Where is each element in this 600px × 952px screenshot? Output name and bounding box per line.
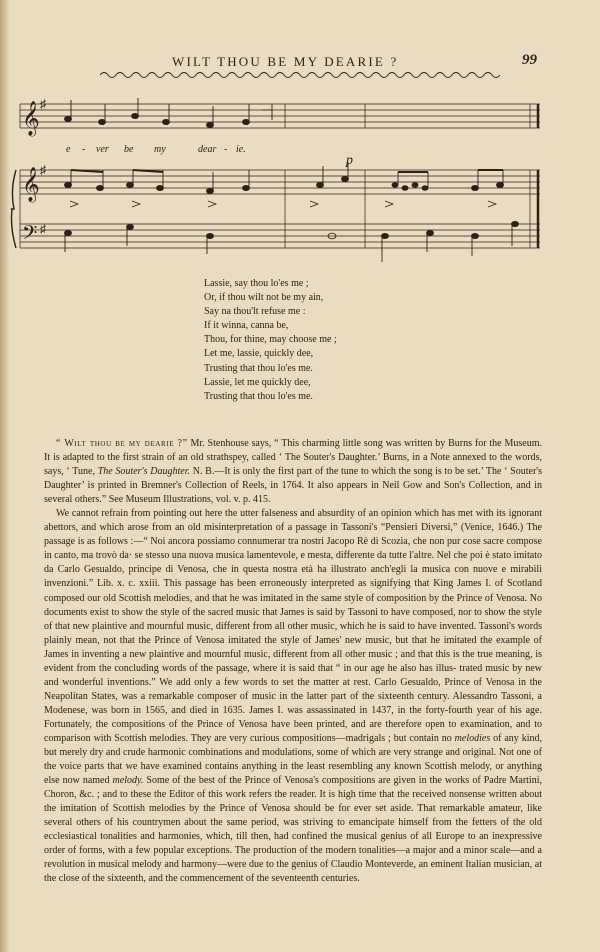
commentary-text-run: We cannot refrain from pointing out here the utter falseness and absurdity of an opinion which has met with its ignorant abettors, and which arose from an old misinterpretation of a passage in Tassoni's “Pensieri Diversi,” (Venice, 1646.) The passage is as follows :—“ Noi ancora possiamo connumerar tra nostri Jacopo Rè di Scozia, che non pur cose sacre compose in canto, ma trovò da· se stesso una nuova musica lamentevole, e mesta, differente da tutte l'altre. Nel che poi è stato imitato da Carlo Gesualdo, principe di Venosa, che in questa nostra età ha illustrato anch'egli la musica con nuove e mirabili invenzioni.” Lib. x. c. xxiii. This passage has been erroneously interpreted as signifying that King James I. of Scotland composed our old Scottish melodies, and that he was imitated in the same style of composition by the Prince of Venosa. No documents exist to show the style of the sacred music that James is said by Tassoni to have composed, nor to show the style of that new plaintive and mournful music, different from all other music, which he is said to have invented. Tassoni's words plainly mean, not that the Prince of Venosa imitated the style of James' new music, but that he imitated the example of James in inventing a new plaintive and mournful music, different from all other music ; and that this is the true meaning, is evident from the concluding words of the passage, where it is said that “ in our age he also has illus- trated music by new and wonderful inventions.” We add only a few words to set the matter at rest. Carlo Gesualdo, Prince of Venosa in the Neapolitan States, was a remarkable composer of music in the latter part of the sixteenth century. Alessandro Tassoni, a Modenese, was born in 1565, and died in 1635. James I. was assassinated in 1437, in the forty-fourth year of his age. Fortunately, the compositions of the Prince of Venosa have been printed, and are therefore open to examination, and to comparison with Scottish melodies. They are very curious compositions—madrigals ; but contain no	[44, 508, 542, 744]
poem-line: Thou, for thine, may choose me ;	[204, 334, 337, 346]
lyric-syllable: dear	[198, 144, 217, 155]
lyric-syllable: be	[124, 144, 134, 155]
emphasis-italic: melodies	[454, 732, 491, 744]
poem-line: If it winna, canna be,	[204, 320, 289, 332]
binding-shadow	[0, 0, 10, 952]
svg-text:𝄞: 𝄞	[22, 167, 40, 202]
poem-line: Let me, lassie, quickly dee,	[204, 348, 314, 360]
commentary-paragraph-2	[44, 507, 542, 886]
poem-line: Trusting that thou lo'es me.	[204, 390, 313, 402]
commentary-text	[44, 437, 542, 887]
lyric-syllable: -	[224, 144, 228, 155]
tune-title-italic: The Souter's Daughter.	[97, 466, 191, 478]
lyric-syllable: ver	[96, 144, 109, 155]
poem-line: Say na thou'lt refuse me :	[204, 306, 306, 318]
lyric-syllable: e	[66, 144, 71, 155]
commentary-text-run: of any kind, but merely dry and crude harmonic combinations and modulations, some of which are very strange and original. Not one of the voice parts that we have examined contains anything in the least resembling any known Scottish melody, or anything else now named	[44, 732, 543, 787]
poem-line: Lassie, let me quickly dee,	[204, 376, 311, 388]
commentary-paragraph-1	[44, 437, 542, 507]
poem-verse	[204, 277, 337, 404]
dynamic-mark: p	[346, 153, 353, 168]
svg-text:𝄞: 𝄞	[22, 101, 40, 136]
svg-text:𝄢: 𝄢	[22, 221, 38, 249]
lyric-syllable: my	[154, 144, 166, 155]
poem-line: Trusting that thou lo'es me.	[204, 362, 313, 374]
lyric-syllable: -	[82, 144, 86, 155]
lyric-syllable: ie.	[236, 144, 246, 155]
svg-text:♯: ♯	[40, 222, 46, 236]
running-title: WILT THOU BE MY DEARIE ?	[172, 54, 399, 69]
svg-text:♯: ♯	[40, 163, 46, 177]
music-score	[10, 86, 550, 276]
commentary-text-run: Mr. Stenhouse says, “ This charming little song was written by Burns for the Museum. It is adapted to the first strain of an old strathspey, called ‘ The Souter's Daughter.’ Burns, in a Note annexed to the words, says, ‘ Tune,	[44, 438, 542, 478]
svg-text:♯: ♯	[40, 97, 46, 111]
song-title-reference: “ Wilt thou be my dearie ?”	[56, 438, 188, 449]
poem-line: Or, if thou wilt not be my ain,	[204, 292, 324, 304]
commentary-text-run: N. B.—It is only the first part of the tune to which the song is to be set.’ The ‘ Souter's Daughter’ is printed in Bremner's Collection of Reels, in 1764. It also appears in Neil Gow and Son's Collection, and in several others.” See Museum Illustrations, vol. v. p. 415.	[44, 466, 542, 506]
page-number: 99	[522, 52, 537, 68]
poem-line: Lassie, say thou lo'es me ;	[204, 278, 309, 289]
emphasis-italic: melody.	[112, 775, 144, 787]
wavy-ornament-rule	[100, 68, 500, 82]
commentary-text-run: Some of the best of the Prince of Venosa's compositions are given in the works of Padre Martini, Choron, &c. ; and to these the Editor of this work refers the reader. It is high time that the received nonsense written about the imitation of Scottish melodies by the Prince of Venosa should be for ever set aside. That remarkable amateur, like several others of his countrymen about the same period, was striving to emancipate himself from the fetters of the old ecclesiastical tonalities and harmonies, which, till then, had confined the musical genius of all Europe to an inexpressive order of forms, with a few popular exceptions. The production of the modern tonalities—a major and a minor scale—and a revolution in musical melody and harmony—were due to the genius of Claudio Monteverde, an eminent Italian musician, at the close of the sixteenth, and the commencement of the seventeenth centuries.	[44, 775, 542, 885]
